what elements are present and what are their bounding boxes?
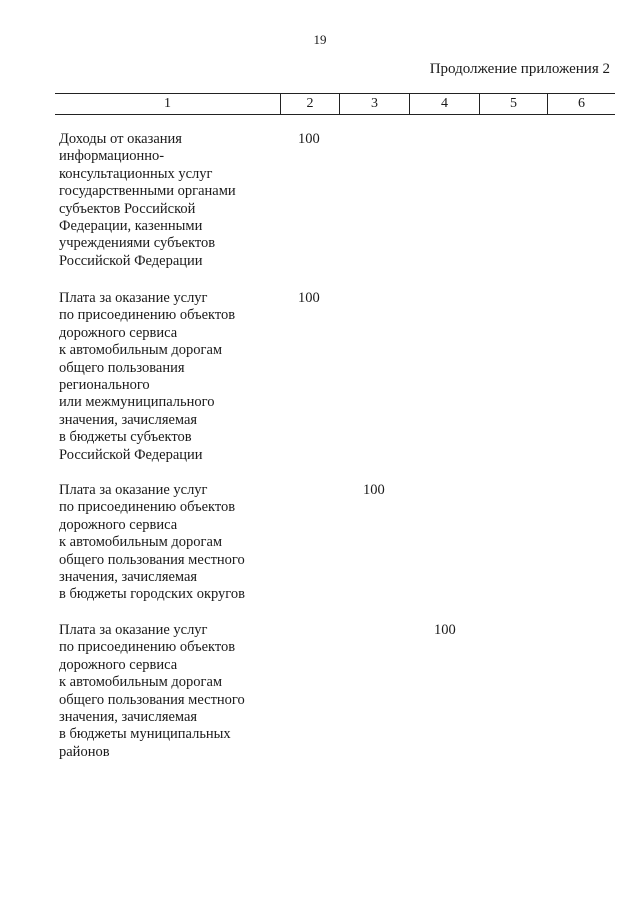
column-header-5: 5	[479, 94, 547, 114]
table-row	[59, 290, 615, 464]
column-header-3: 3	[339, 94, 409, 114]
table-row	[59, 482, 615, 604]
table-header-row	[55, 93, 615, 115]
column-header-1: 1	[164, 96, 171, 111]
column-header-4: 4	[409, 94, 479, 114]
revenue-item-name: Плата за оказание услуг по присоединению объектов дорожного сервиса к автомобильным дорогам общего пользования местного значения, зачисляемая в бюджеты городских округов	[59, 482, 245, 603]
norm-value-col-3: 100	[363, 482, 385, 498]
revenue-item-name: Доходы от оказания информационно- консультационных услуг государственными органами субъектов Российской Федерации, казенными учреждениями субъектов Российской Федерации	[59, 131, 236, 269]
table-row	[59, 131, 615, 270]
norm-value-col-2: 100	[298, 131, 320, 147]
norm-value-col-4: 100	[434, 622, 456, 638]
revenue-item-name: Плата за оказание услуг по присоединению объектов дорожного сервиса к автомобильным дорогам общего пользования местного значения, зачисляемая в бюджеты муниципальных районов	[59, 622, 245, 760]
page-number: 19	[313, 32, 327, 47]
column-header-6: 6	[547, 94, 615, 114]
column-header-2: 2	[280, 94, 339, 114]
revenue-item-name: Плата за оказание услуг по присоединению объектов дорожного сервиса к автомобильным дорогам общего пользования регионального или межмуниципального значения, зачисляемая в бюджеты субъектов Российской Федерации	[59, 290, 236, 463]
table-row	[59, 622, 615, 761]
norm-value-col-2: 100	[298, 290, 320, 306]
appendix-continuation-note: Продолжение приложения 2	[429, 61, 610, 77]
